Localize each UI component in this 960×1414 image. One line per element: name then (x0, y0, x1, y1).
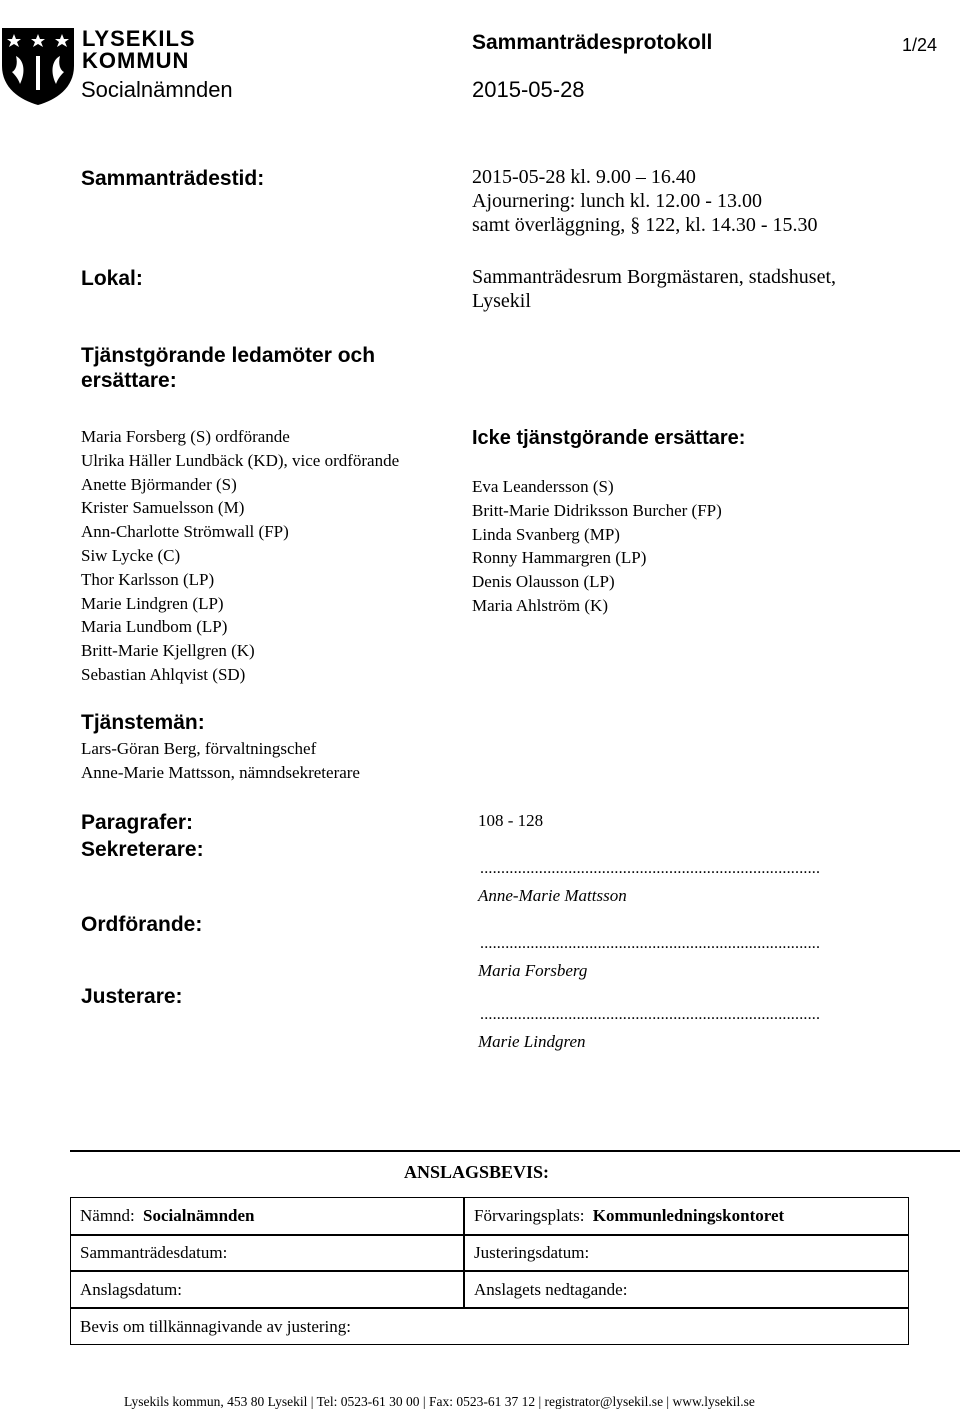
secretary-name: Anne-Marie Mattsson (478, 886, 627, 905)
officials-heading: Tjänstemän: (81, 711, 205, 734)
members-list (81, 425, 399, 687)
list-item: Marie Lindgren (LP) (81, 593, 224, 613)
members-heading (81, 343, 375, 393)
adjuster-signature-line: ................................................................................. (480, 1006, 821, 1023)
paragraphs-label: Paragrafer: (81, 811, 194, 834)
logo-line1: LYSEKILS (82, 26, 196, 51)
secretary-label: Sekreterare: (81, 838, 204, 861)
storage-value: Kommunledningskontoret (592, 1206, 785, 1225)
page-number: 1/24 (902, 35, 938, 55)
list-item: Britt-Marie Didriksson Burcher (FP) (472, 500, 722, 520)
list-item: Anette Björmander (S) (81, 474, 237, 494)
list-item: Ulrika Häller Lundbäck (KD), vice ordförande (81, 450, 400, 470)
members-heading-line: ersättare: (81, 369, 177, 392)
table-row-divider (71, 1234, 908, 1236)
document-date: 2015-05-28 (472, 77, 585, 102)
list-item: Maria Ahlström (K) (472, 595, 608, 615)
list-item: Ann-Charlotte Strömwall (FP) (81, 522, 289, 542)
notice-title: ANSLAGSBEVIS: (404, 1162, 550, 1182)
table-row-divider (71, 1270, 908, 1272)
logo-line2: KOMMUN (82, 48, 190, 73)
list-item: Eva Leandersson (S) (472, 477, 614, 496)
substitutes-list (472, 475, 722, 618)
table-row-divider (71, 1307, 908, 1309)
officials-list (81, 737, 360, 785)
adjuster-label: Justerare: (81, 985, 183, 1008)
list-item: Denis Olausson (LP) (472, 572, 615, 592)
members-heading-line: Tjänstgörande ledamöter och (81, 344, 376, 367)
footer-text: Lysekils kommun, 453 80 Lysekil | Tel: 0523-61 30 00 | Fax: 0523-61 37 12 | registrator@lysekil.se | www.lysekil.se (124, 1394, 755, 1409)
list-item: Krister Samuelsson (M) (81, 498, 245, 518)
department-name: Socialnämnden (81, 77, 233, 102)
committee-value: Socialnämnden (143, 1206, 255, 1225)
chair-name: Maria Forsberg (478, 961, 588, 980)
chair-label: Ordförande: (81, 913, 203, 936)
meeting-date-label: Sammanträdesdatum: (80, 1243, 228, 1262)
list-item: Sebastian Ahlqvist (SD) (81, 664, 246, 684)
list-item: Ronny Hammargren (LP) (472, 548, 647, 568)
coat-of-arms-icon (0, 26, 76, 106)
list-item: Anne-Marie Mattsson, nämndsekreterare (81, 762, 360, 782)
table-column-divider (463, 1198, 465, 1307)
list-item: Maria Lundbom (LP) (81, 617, 228, 637)
proof-label: Bevis om tillkännagivande av justering: (80, 1317, 352, 1336)
meeting-place-value (472, 265, 836, 313)
removal-label: Anslagets nedtagande: (474, 1280, 628, 1299)
notice-table (70, 1197, 909, 1345)
substitutes-heading: Icke tjänstgörande ersättare: (472, 427, 746, 449)
list-item: Britt-Marie Kjellgren (K) (81, 641, 255, 661)
meeting-time-line: Ajournering: lunch kl. 12.00 - 13.00 (472, 190, 762, 212)
posting-date-label: Anslagsdatum: (80, 1280, 182, 1299)
meeting-time-line: samt överläggning, § 122, kl. 14.30 - 15.30 (472, 214, 818, 236)
meeting-time-label: Sammanträdestid: (81, 167, 265, 190)
meeting-place-label: Lokal: (81, 267, 143, 290)
meeting-time-line: 2015-05-28 kl. 9.00 – 16.40 (472, 166, 696, 188)
secretary-signature-line: ................................................................................. (480, 860, 821, 877)
committee-cell (80, 1204, 255, 1228)
list-item: Siw Lycke (C) (81, 545, 181, 565)
chair-signature-line: ................................................................................. (480, 935, 821, 952)
section-divider (70, 1150, 960, 1152)
meeting-place-line: Sammanträdesrum Borgmästaren, stadshuset, (472, 266, 837, 288)
meeting-time-value (472, 165, 818, 237)
list-item: Lars-Göran Berg, förvaltningschef (81, 739, 317, 758)
adjuster-name: Marie Lindgren (478, 1032, 586, 1051)
document-title: Sammanträdesprotokoll (472, 31, 713, 54)
paragraphs-value: 108 - 128 (478, 811, 544, 830)
storage-cell (474, 1204, 784, 1228)
storage-label: Förvaringsplats: (474, 1206, 585, 1225)
adjust-date-label: Justeringsdatum: (474, 1243, 590, 1262)
list-item: Linda Svanberg (MP) (472, 524, 620, 544)
list-item: Maria Forsberg (S) ordförande (81, 427, 290, 446)
list-item: Thor Karlsson (LP) (81, 569, 215, 589)
committee-label: Nämnd: (80, 1206, 135, 1225)
meeting-place-line: Lysekil (472, 290, 531, 312)
